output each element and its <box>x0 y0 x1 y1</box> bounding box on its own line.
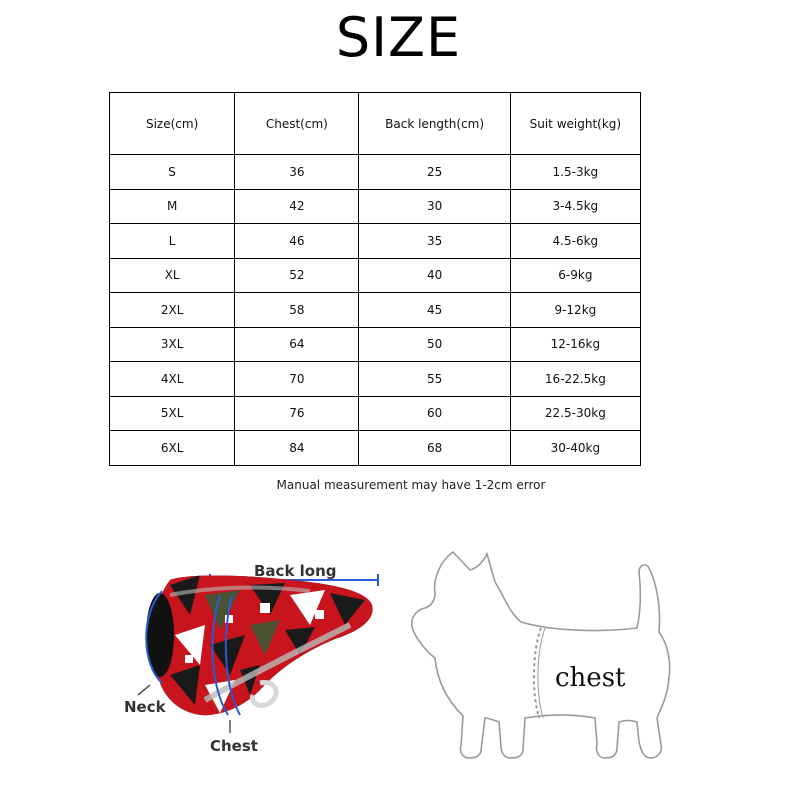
cell-size: 3XL <box>110 327 235 362</box>
table-row <box>110 189 641 224</box>
table-row <box>110 362 641 397</box>
header-suit-weight: Suit weight(kg) <box>510 93 640 155</box>
neck-label: Neck <box>124 698 166 716</box>
cell-chest: 64 <box>235 327 359 362</box>
dog-outline <box>412 552 670 758</box>
table-row <box>110 224 641 259</box>
cell-suit-weight: 9-12kg <box>510 293 640 328</box>
vest-image <box>140 565 400 725</box>
table-header-row <box>110 93 641 155</box>
cell-chest: 84 <box>235 431 359 466</box>
cell-chest: 76 <box>235 396 359 431</box>
cell-chest: 58 <box>235 293 359 328</box>
cell-suit-weight: 6-9kg <box>510 258 640 293</box>
cell-back-length: 45 <box>359 293 510 328</box>
cell-chest: 52 <box>235 258 359 293</box>
table-row <box>110 258 641 293</box>
table-row <box>110 431 641 466</box>
cell-back-length: 25 <box>359 155 510 190</box>
dog-diagram <box>405 540 690 775</box>
dog-chest-label: chest <box>555 663 626 693</box>
cell-size: 5XL <box>110 396 235 431</box>
table-body <box>110 155 641 466</box>
cell-suit-weight: 1.5-3kg <box>510 155 640 190</box>
cell-chest: 46 <box>235 224 359 259</box>
header-back-length: Back length(cm) <box>359 93 510 155</box>
measurement-note: Manual measurement may have 1-2cm error <box>276 478 546 492</box>
cell-size: XL <box>110 258 235 293</box>
cell-suit-weight: 4.5-6kg <box>510 224 640 259</box>
back-long-label: Back long <box>254 562 337 580</box>
size-chart-table <box>109 92 641 466</box>
header-size: Size(cm) <box>110 93 235 155</box>
cell-back-length: 50 <box>359 327 510 362</box>
cell-suit-weight: 12-16kg <box>510 327 640 362</box>
cell-size: 2XL <box>110 293 235 328</box>
cell-back-length: 55 <box>359 362 510 397</box>
cell-size: L <box>110 224 235 259</box>
cell-size: S <box>110 155 235 190</box>
cell-chest: 36 <box>235 155 359 190</box>
cell-size: 4XL <box>110 362 235 397</box>
cell-suit-weight: 30-40kg <box>510 431 640 466</box>
cell-back-length: 30 <box>359 189 510 224</box>
vest-diagram <box>110 555 400 770</box>
header-chest: Chest(cm) <box>235 93 359 155</box>
cell-suit-weight: 3-4.5kg <box>510 189 640 224</box>
table-row <box>110 396 641 431</box>
cell-chest: 70 <box>235 362 359 397</box>
cell-back-length: 40 <box>359 258 510 293</box>
table-row <box>110 293 641 328</box>
chest-label: Chest <box>210 737 258 755</box>
cell-back-length: 35 <box>359 224 510 259</box>
table-row <box>110 327 641 362</box>
cell-suit-weight: 22.5-30kg <box>510 396 640 431</box>
cell-size: 6XL <box>110 431 235 466</box>
cell-chest: 42 <box>235 189 359 224</box>
cell-back-length: 60 <box>359 396 510 431</box>
cell-back-length: 68 <box>359 431 510 466</box>
cell-size: M <box>110 189 235 224</box>
cell-suit-weight: 16-22.5kg <box>510 362 640 397</box>
page-title: SIZE <box>335 6 462 69</box>
table-row <box>110 155 641 190</box>
